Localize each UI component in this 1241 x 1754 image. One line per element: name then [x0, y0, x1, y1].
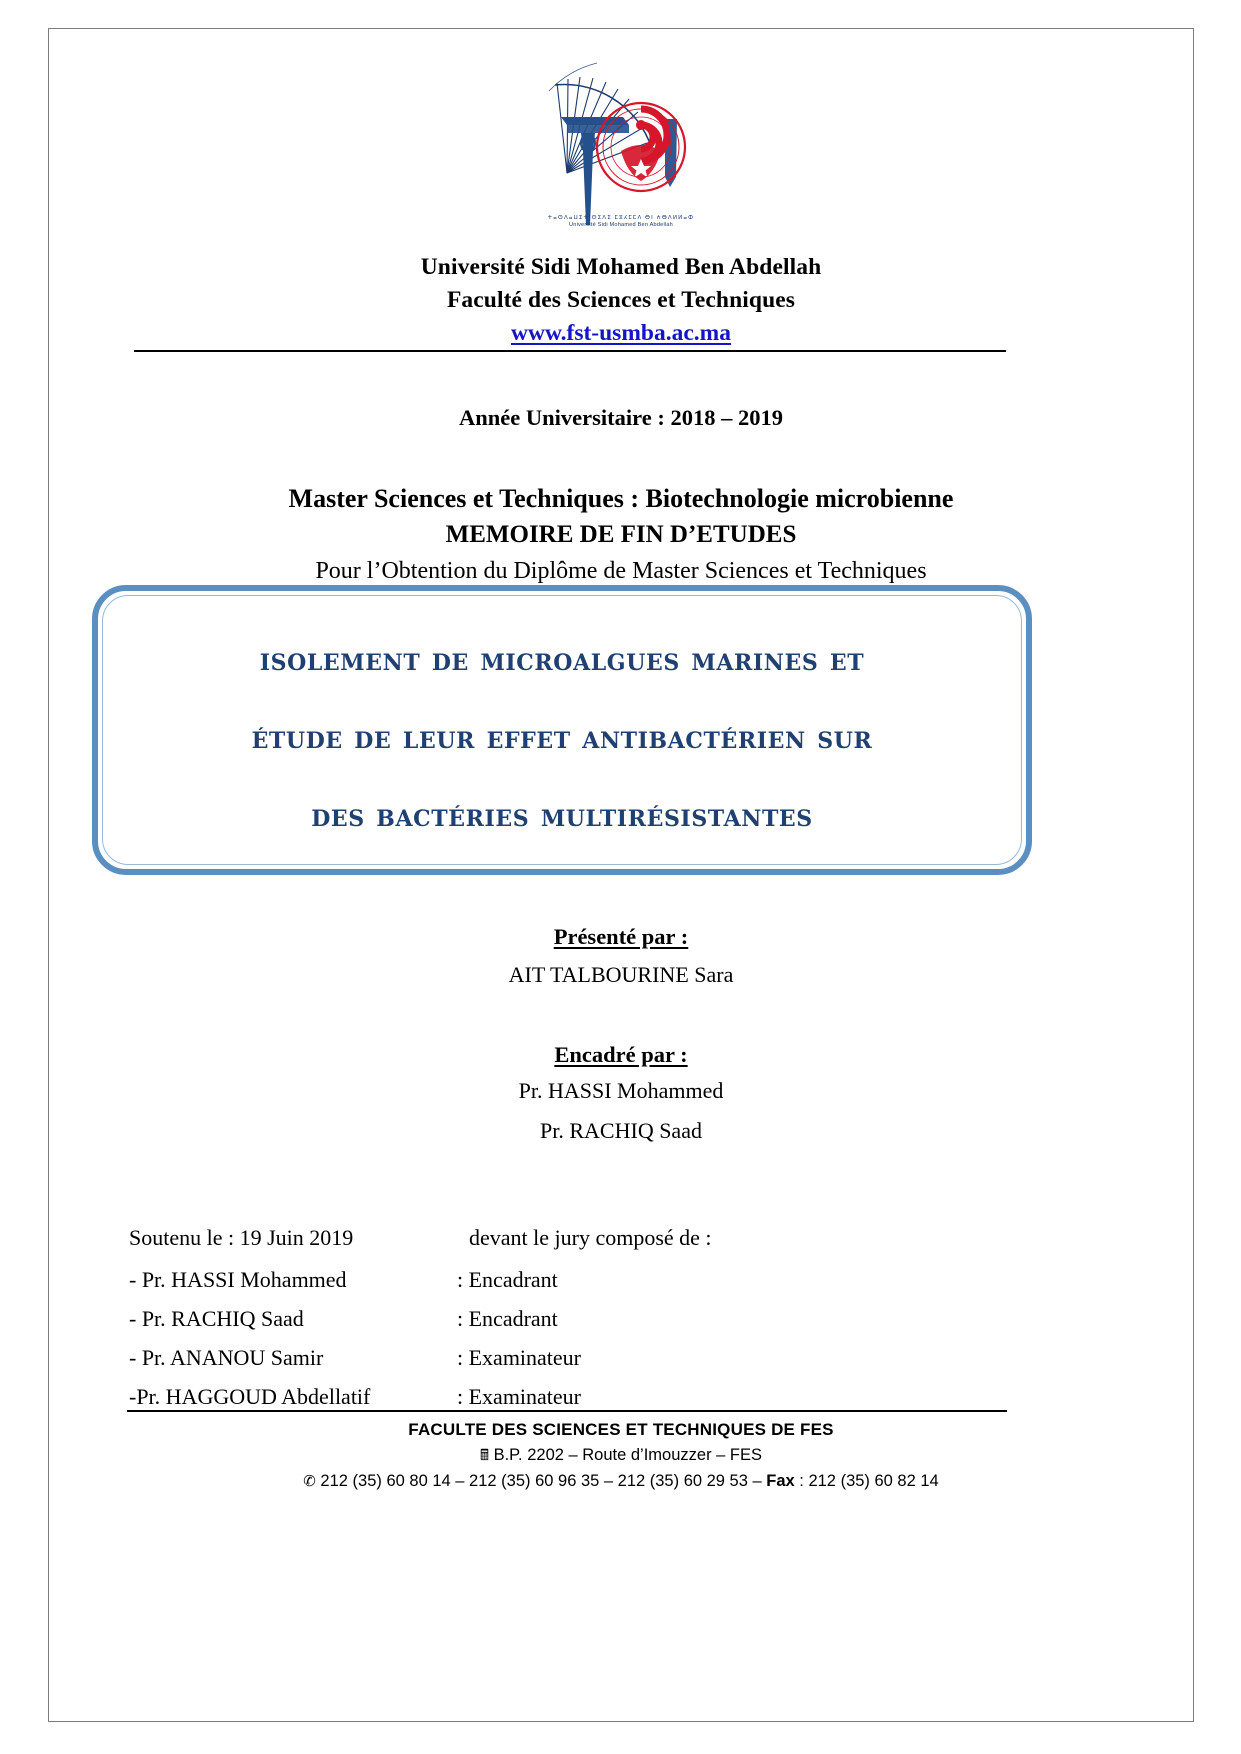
footer-address-line: [49, 1442, 1193, 1468]
university-crest-logo: [537, 55, 705, 227]
jury-member-name: - Pr. HASSI Mohammed: [129, 1267, 347, 1292]
supervised-by-label: Encadré par :: [554, 1042, 688, 1067]
defense-header: [129, 1225, 1009, 1267]
faculty-name: Faculté des Sciences et Techniques: [446, 287, 796, 313]
footer-fax-label: Fax: [766, 1472, 795, 1490]
author-name: AIT TALBOURINE Sara: [508, 962, 734, 987]
university-name: Université Sidi Mohamed Ben Abdellah: [420, 254, 822, 280]
jury-member-name: - Pr. RACHIQ Saad: [129, 1306, 304, 1331]
jury-member-name: - Pr. ANANOU Samir: [129, 1345, 324, 1370]
supervisor-name: Pr. RACHIQ Saad: [540, 1118, 702, 1143]
faculty-website-link[interactable]: www.fst-usmba.ac.ma: [511, 320, 731, 346]
telephone-icon: ✆: [303, 1472, 316, 1490]
logo-caption-tifinagh: ⵜⴰⵙⴷⴰⵡⵉⵜ ⵙⵉⴷⵉ ⵎⵓⵃⵎⵎⴷ ⴱⵏ ⵄⴱⴷⵍⵍⴰⵀ: [547, 215, 695, 221]
logo-caption-latin: Université Sidi Mohamed Ben Abdellah: [569, 222, 673, 228]
defense-date: Soutenu le : 19 Juin 2019: [129, 1225, 354, 1250]
thesis-title-line-1: isolement de microalgues marines et: [259, 641, 865, 678]
jury-member-name: -Pr. HAGGOUD Abdellatif: [129, 1384, 371, 1409]
footer: [49, 1417, 1193, 1494]
jury-member-role: : Encadrant: [457, 1306, 558, 1331]
academic-year: Année Universitaire : 2018 – 2019: [459, 405, 783, 430]
footer-address: B.P. 2202 – Route d’Imouzzer – FES: [493, 1446, 763, 1464]
degree-block: [49, 481, 1193, 589]
logo-caption: [537, 215, 705, 229]
thesis-title-box: [92, 585, 1032, 875]
thesis-title-line-2: étude de leur effet antibactérien sur: [251, 719, 873, 756]
footer-institution: FACULTE DES SCIENCES ET TECHNIQUES DE FES: [408, 1420, 834, 1439]
jury-section: [129, 1225, 1009, 1423]
jury-member-row: [129, 1345, 1009, 1384]
jury-member-role: : Encadrant: [457, 1267, 558, 1292]
document-type: MEMOIRE DE FIN D’ETUDES: [445, 521, 797, 548]
footer-divider: [127, 1410, 1007, 1412]
presented-by-block: [49, 921, 1193, 997]
jury-member-role: : Examinateur: [457, 1345, 582, 1370]
program-name: Master Sciences et Techniques : Biotechnologie microbienne: [288, 484, 954, 513]
supervisor-name: Pr. HASSI Mohammed: [518, 1078, 724, 1103]
supervised-by-block: [49, 1039, 1193, 1151]
jury-member-role: : Examinateur: [457, 1384, 582, 1409]
thesis-title-line-3: des bactéries multirésistantes: [311, 797, 813, 834]
thesis-title: [124, 621, 1000, 855]
jury-member-row: [129, 1306, 1009, 1345]
footer-fax-number: : 212 (35) 60 82 14: [794, 1472, 939, 1490]
fax-machine-icon: 🖩: [479, 1446, 489, 1464]
jury-label: devant le jury composé de :: [469, 1225, 712, 1250]
footer-phone-numbers: 212 (35) 60 80 14 – 212 (35) 60 96 35 – 212 (35) 60 29 53 –: [320, 1472, 767, 1490]
logo-container: [49, 55, 1193, 227]
jury-member-row: [129, 1267, 1009, 1306]
footer-phone-line: [49, 1468, 1193, 1494]
degree-purpose: Pour l’Obtention du Diplôme de Master Sciences et Techniques: [315, 558, 927, 584]
header-block: [49, 251, 1193, 350]
presented-by-label: Présenté par :: [553, 924, 689, 949]
header-divider: [134, 350, 1006, 352]
page-content: [49, 29, 1193, 1721]
